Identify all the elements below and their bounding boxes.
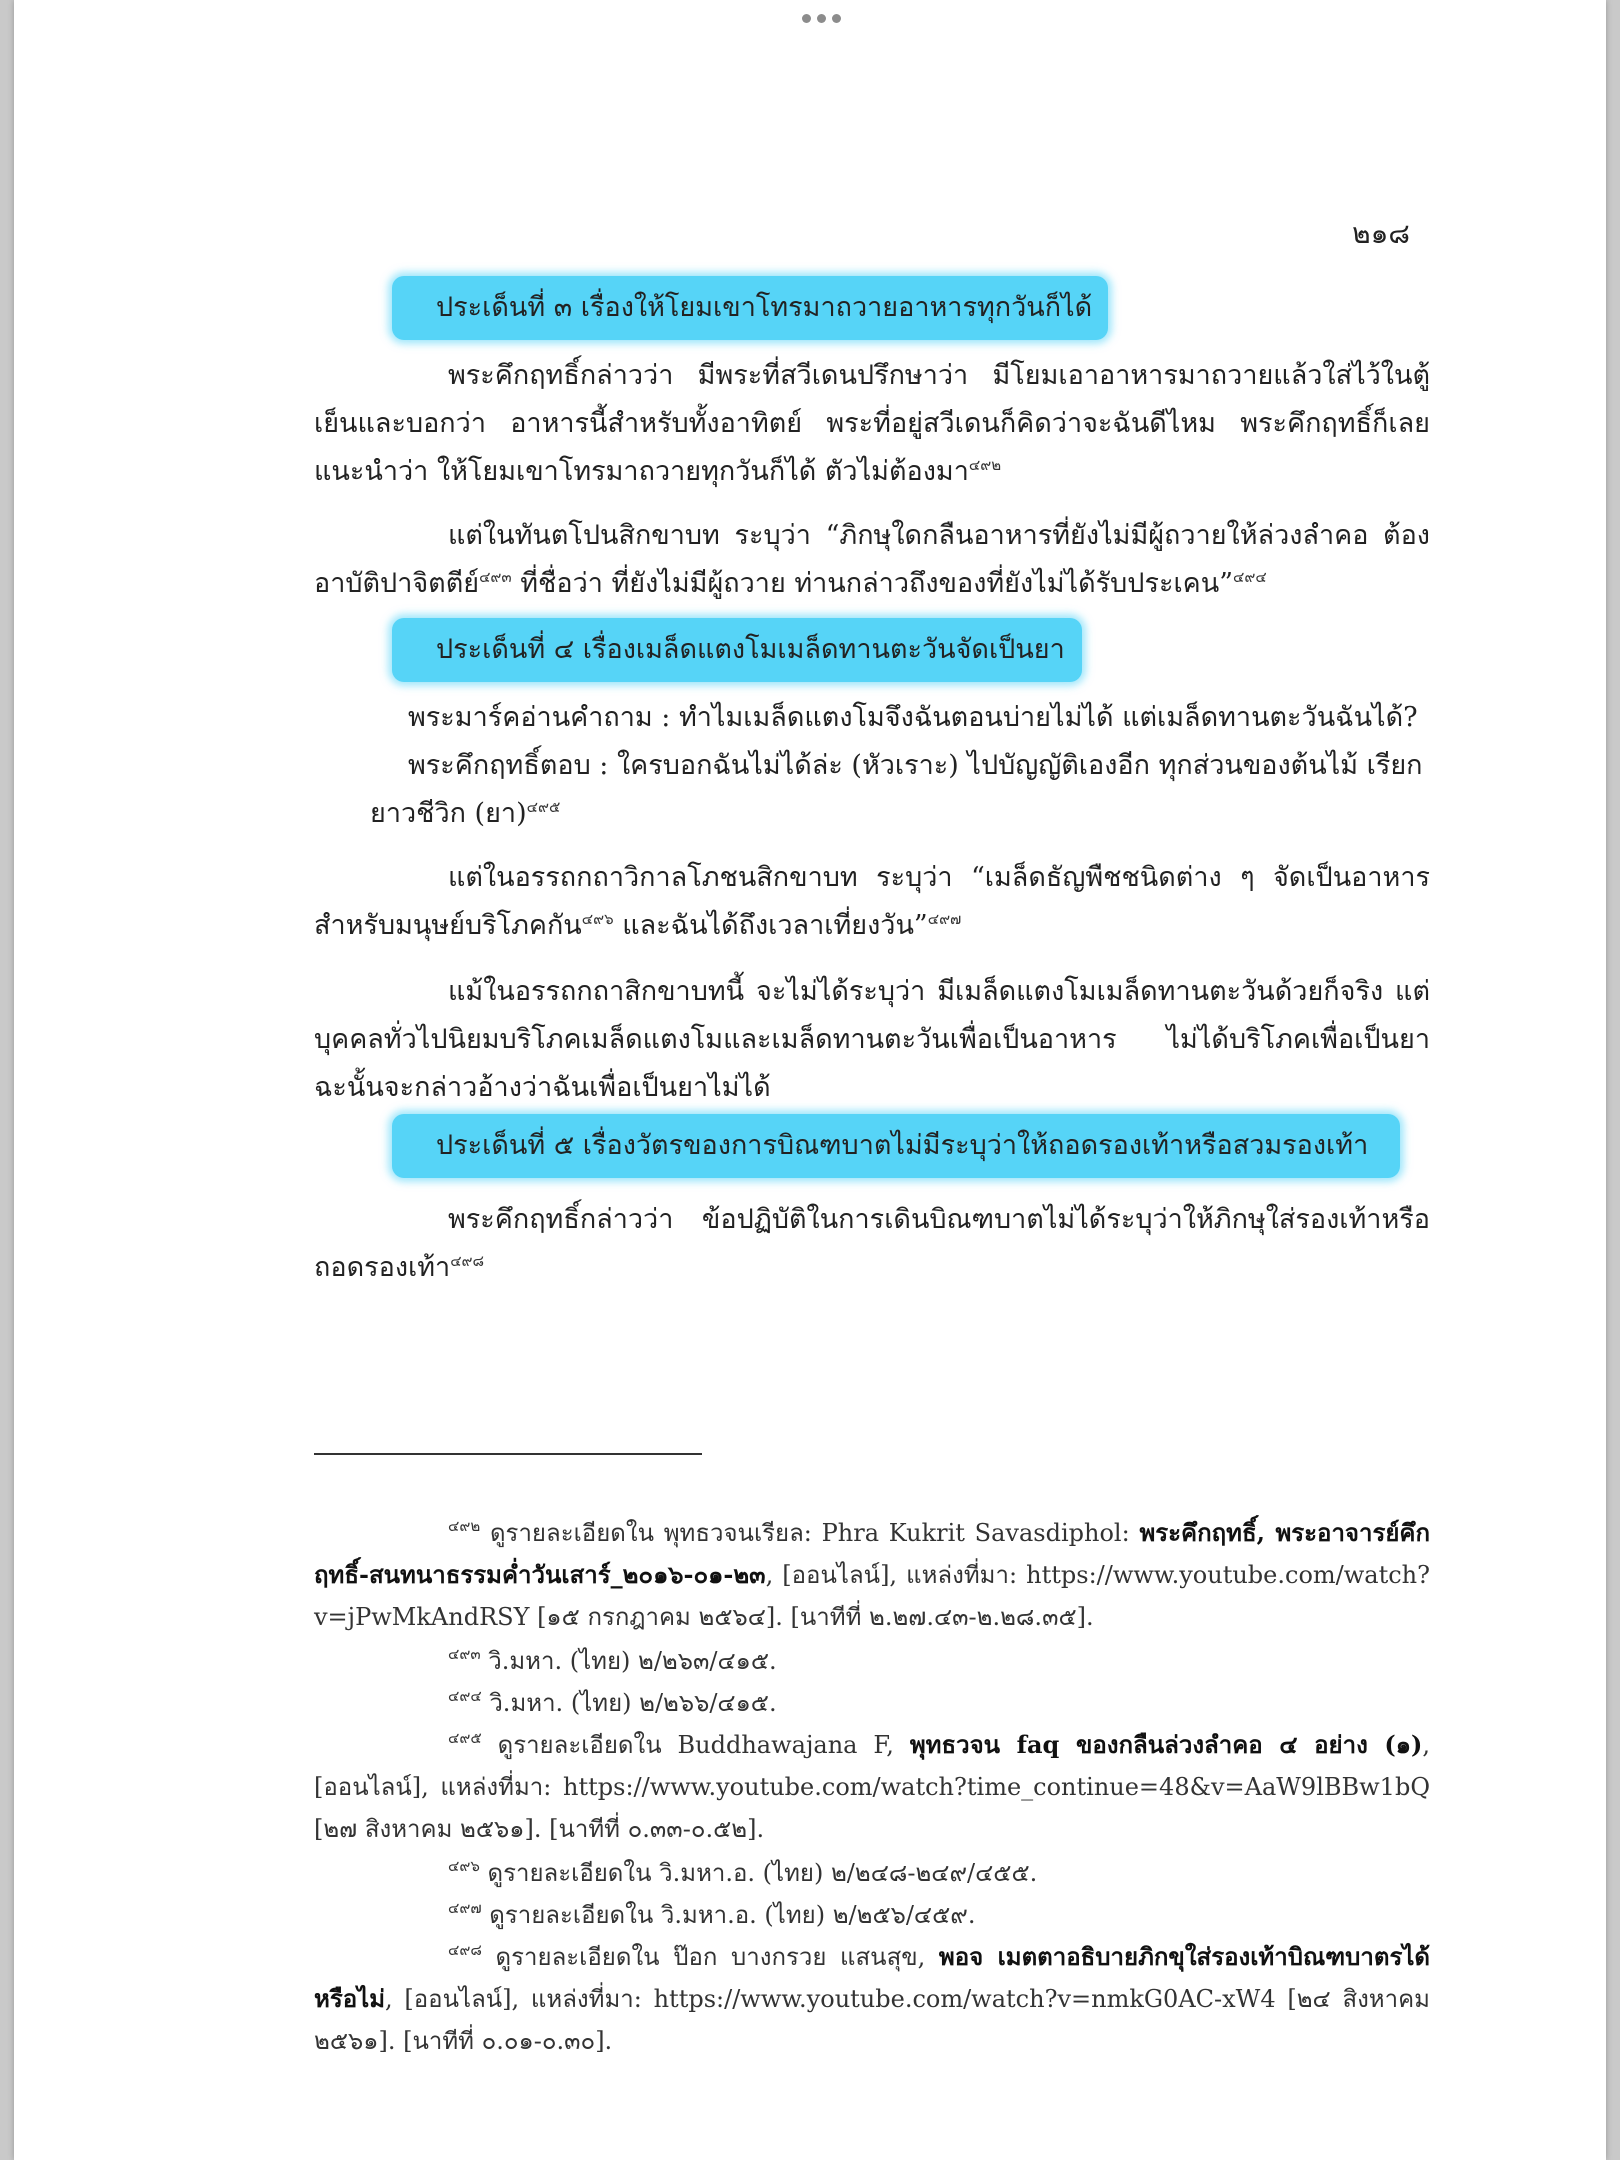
- footnote-ref-493[interactable]: ๔๙๓: [479, 568, 512, 586]
- footnote-493: $^{๔๙๓}$ วิ.มหา. (ไทย) ๒/๒๖๓/๔๑๕.: [448, 1645, 777, 1675]
- footnote-ref-492[interactable]: ๔๙๒: [968, 456, 1002, 474]
- footnote-498-link[interactable]: https://www.youtube.com/watch?v=nmkG0AC-xW4: [653, 1985, 1276, 2013]
- page-number: ๒๑๘: [1352, 217, 1410, 250]
- answer-continuation: ยาวชีวิก (ยา)$^{๔๙๕}$: [370, 798, 561, 829]
- footnote-492-link[interactable]: https://www.youtube.com/watch?v=jPwMkAndRSY: [314, 1561, 1430, 1631]
- footnote-ref-494[interactable]: ๔๙๔: [1233, 568, 1267, 586]
- footnote-separator: [314, 1453, 702, 1455]
- footnote-498: $^{๔๙๘}$ ดูรายละเอียดใน ป๊อก บางกรวย แสนสุข, พอจ เมตตาอธิบายภิกขุใส่รองเท้าบิณฑบาตรได้หรือไม่, [ออนไลน์], แหล่งที่มา: https://www.youtube.com/watch?v=nmkG0AC-xW4 [๒๔ สิงหาคม ๒๕๖๑]. [นาทีที่ ๐.๐๑-๐.๓๐].: [314, 1941, 1430, 2055]
- paragraph-5: พระคึกฤทธิ์กล่าวว่า ข้อปฏิบัติในการเดินบิณฑบาตไม่ได้ระบุว่าให้ภิกษุใส่รองเท้าหรือถอดรองเท้า$^{๔๙๘}$: [314, 1204, 1430, 1283]
- section-heading-5: ประเด็นที่ ๕ เรื่องวัตรของการบิณฑบาตไม่มีระบุว่าให้ถอดรองเท้าหรือสวมรองเท้า: [392, 1114, 1400, 1178]
- footnote-ref-498[interactable]: ๔๙๘: [450, 1252, 485, 1270]
- more-horizontal-icon[interactable]: [800, 12, 843, 25]
- footnote-492: $^{๔๙๒}$ ดูรายละเอียดใน พุทธวจนเรียล: Phra Kukrit Savasdiphol: พระคึกฤทธิ์, พระอาจารย์คึกฤทธิ์-สนทนาธรรมค่ำวันเสาร์_๒๐๑๖-๐๑-๒๓, [ออนไลน์], แหล่งที่มา: https://www.youtube.com/watch?v=jPwMkAndRSY [๑๕ กรกฎาคม ๒๕๖๔]. [นาทีที่ ๒.๒๗.๔๓-๒.๒๘.๓๕].: [314, 1517, 1431, 1631]
- paragraph-1: พระคึกฤทธิ์กล่าวว่า มีพระที่สวีเดนปรึกษาว่า มีโยมเอาอาหารมาถวายแล้วใส่ไว้ในตู้เย็นและบอกว่า อาหารนี้สำหรับทั้งอาทิตย์ พระที่อยู่สวีเดนก็คิดว่าจะฉันดีไหม พระคึกฤทธิ์ก็เลยแนะนำว่า ให้โยมเขาโทรมาถวายทุกวันก็ได้ ตัวไม่ต้องมา$^{๔๙๒}$: [314, 360, 1430, 487]
- footnote-ref-496[interactable]: ๔๙๖: [581, 910, 614, 928]
- answer-line: พระคึกฤทธิ์ตอบ : ใครบอกฉันไม่ได้ล่ะ (หัวเราะ) ไปบัญญัติเองอีก ทุกส่วนของต้นไม้ เรียก: [408, 750, 1423, 781]
- paragraph-3: แต่ในอรรถกถาวิกาลโภชนสิกขาบท ระบุว่า “เมล็ดธัญพืชชนิดต่าง ๆ จัดเป็นอาหารสำหรับมนุษย์บริโภคกัน$^{๔๙๖}$ และฉันได้ถึงเวลาเที่ยงวัน”$^{๔๙๗}$: [314, 862, 1430, 941]
- paragraph-2: แต่ในทันตโปนสิกขาบท ระบุว่า “ภิกษุใดกลืนอาหารที่ยังไม่มีผู้ถวายให้ล่วงลำคอ ต้องอาบัติปาจิตตีย์$^{๔๙๓}$ ที่ชื่อว่า ที่ยังไม่มีผู้ถวาย ท่านกล่าวถึงของที่ยังไม่ได้รับประเคน”$^{๔๙๔}$: [314, 520, 1430, 599]
- footnote-ref-495[interactable]: ๔๙๕: [526, 798, 561, 816]
- section-heading-3: ประเด็นที่ ๓ เรื่องให้โยมเขาโทรมาถวายอาหารทุกวันก็ได้: [392, 276, 1108, 340]
- footnote-494: $^{๔๙๔}$ วิ.มหา. (ไทย) ๒/๒๖๖/๔๑๕.: [448, 1687, 777, 1717]
- section-heading-4: ประเด็นที่ ๔ เรื่องเมล็ดแตงโมเมล็ดทานตะวันจัดเป็นยา: [392, 618, 1082, 682]
- footnote-497: $^{๔๙๗}$ ดูรายละเอียดใน วิ.มหา.อ. (ไทย) ๒/๒๕๖/๔๕๙.: [448, 1899, 976, 1929]
- question-line: พระมาร์คอ่านคำถาม : ทำไมเมล็ดแตงโมจึงฉันตอนบ่ายไม่ได้ แต่เมล็ดทานตะวันฉันได้?: [408, 702, 1418, 733]
- footnote-496: $^{๔๙๖}$ ดูรายละเอียดใน วิ.มหา.อ. (ไทย) ๒/๒๔๘-๒๔๙/๔๕๕.: [448, 1857, 1038, 1887]
- footnote-495: $^{๔๙๕}$ ดูรายละเอียดใน Buddhawajana F, พุทธวจน faq ของกลืนล่วงลำคอ ๔ อย่าง (๑), [ออนไลน์], แหล่งที่มา: https://www.youtube.com/watch?time_continue=48&v=AaW9lBBw1bQ [๒๗ สิงหาคม ๒๕๖๑]. [นาทีที่ ๐.๓๓-๐.๕๒].: [314, 1729, 1431, 1843]
- footnote-495-link[interactable]: https://www.youtube.com/watch?time_continue=48&v=AaW9lBBw1bQ: [563, 1773, 1430, 1801]
- paragraph-4: แม้ในอรรถกถาสิกขาบทนี้ จะไม่ได้ระบุว่า มีเมล็ดแตงโมเมล็ดทานตะวันด้วยก็จริง แต่บุคคลทั่วไปนิยมบริโภคเมล็ดแตงโมและเมล็ดทานตะวันเพื่อเป็นอาหาร ไม่ได้บริโภคเพื่อเป็นยา ฉะนั้นจะกล่าวอ้างว่าฉันเพื่อเป็นยาไม่ได้: [314, 976, 1430, 1103]
- footnote-ref-497[interactable]: ๔๙๗: [927, 910, 962, 928]
- document-page: [14, 0, 1606, 2160]
